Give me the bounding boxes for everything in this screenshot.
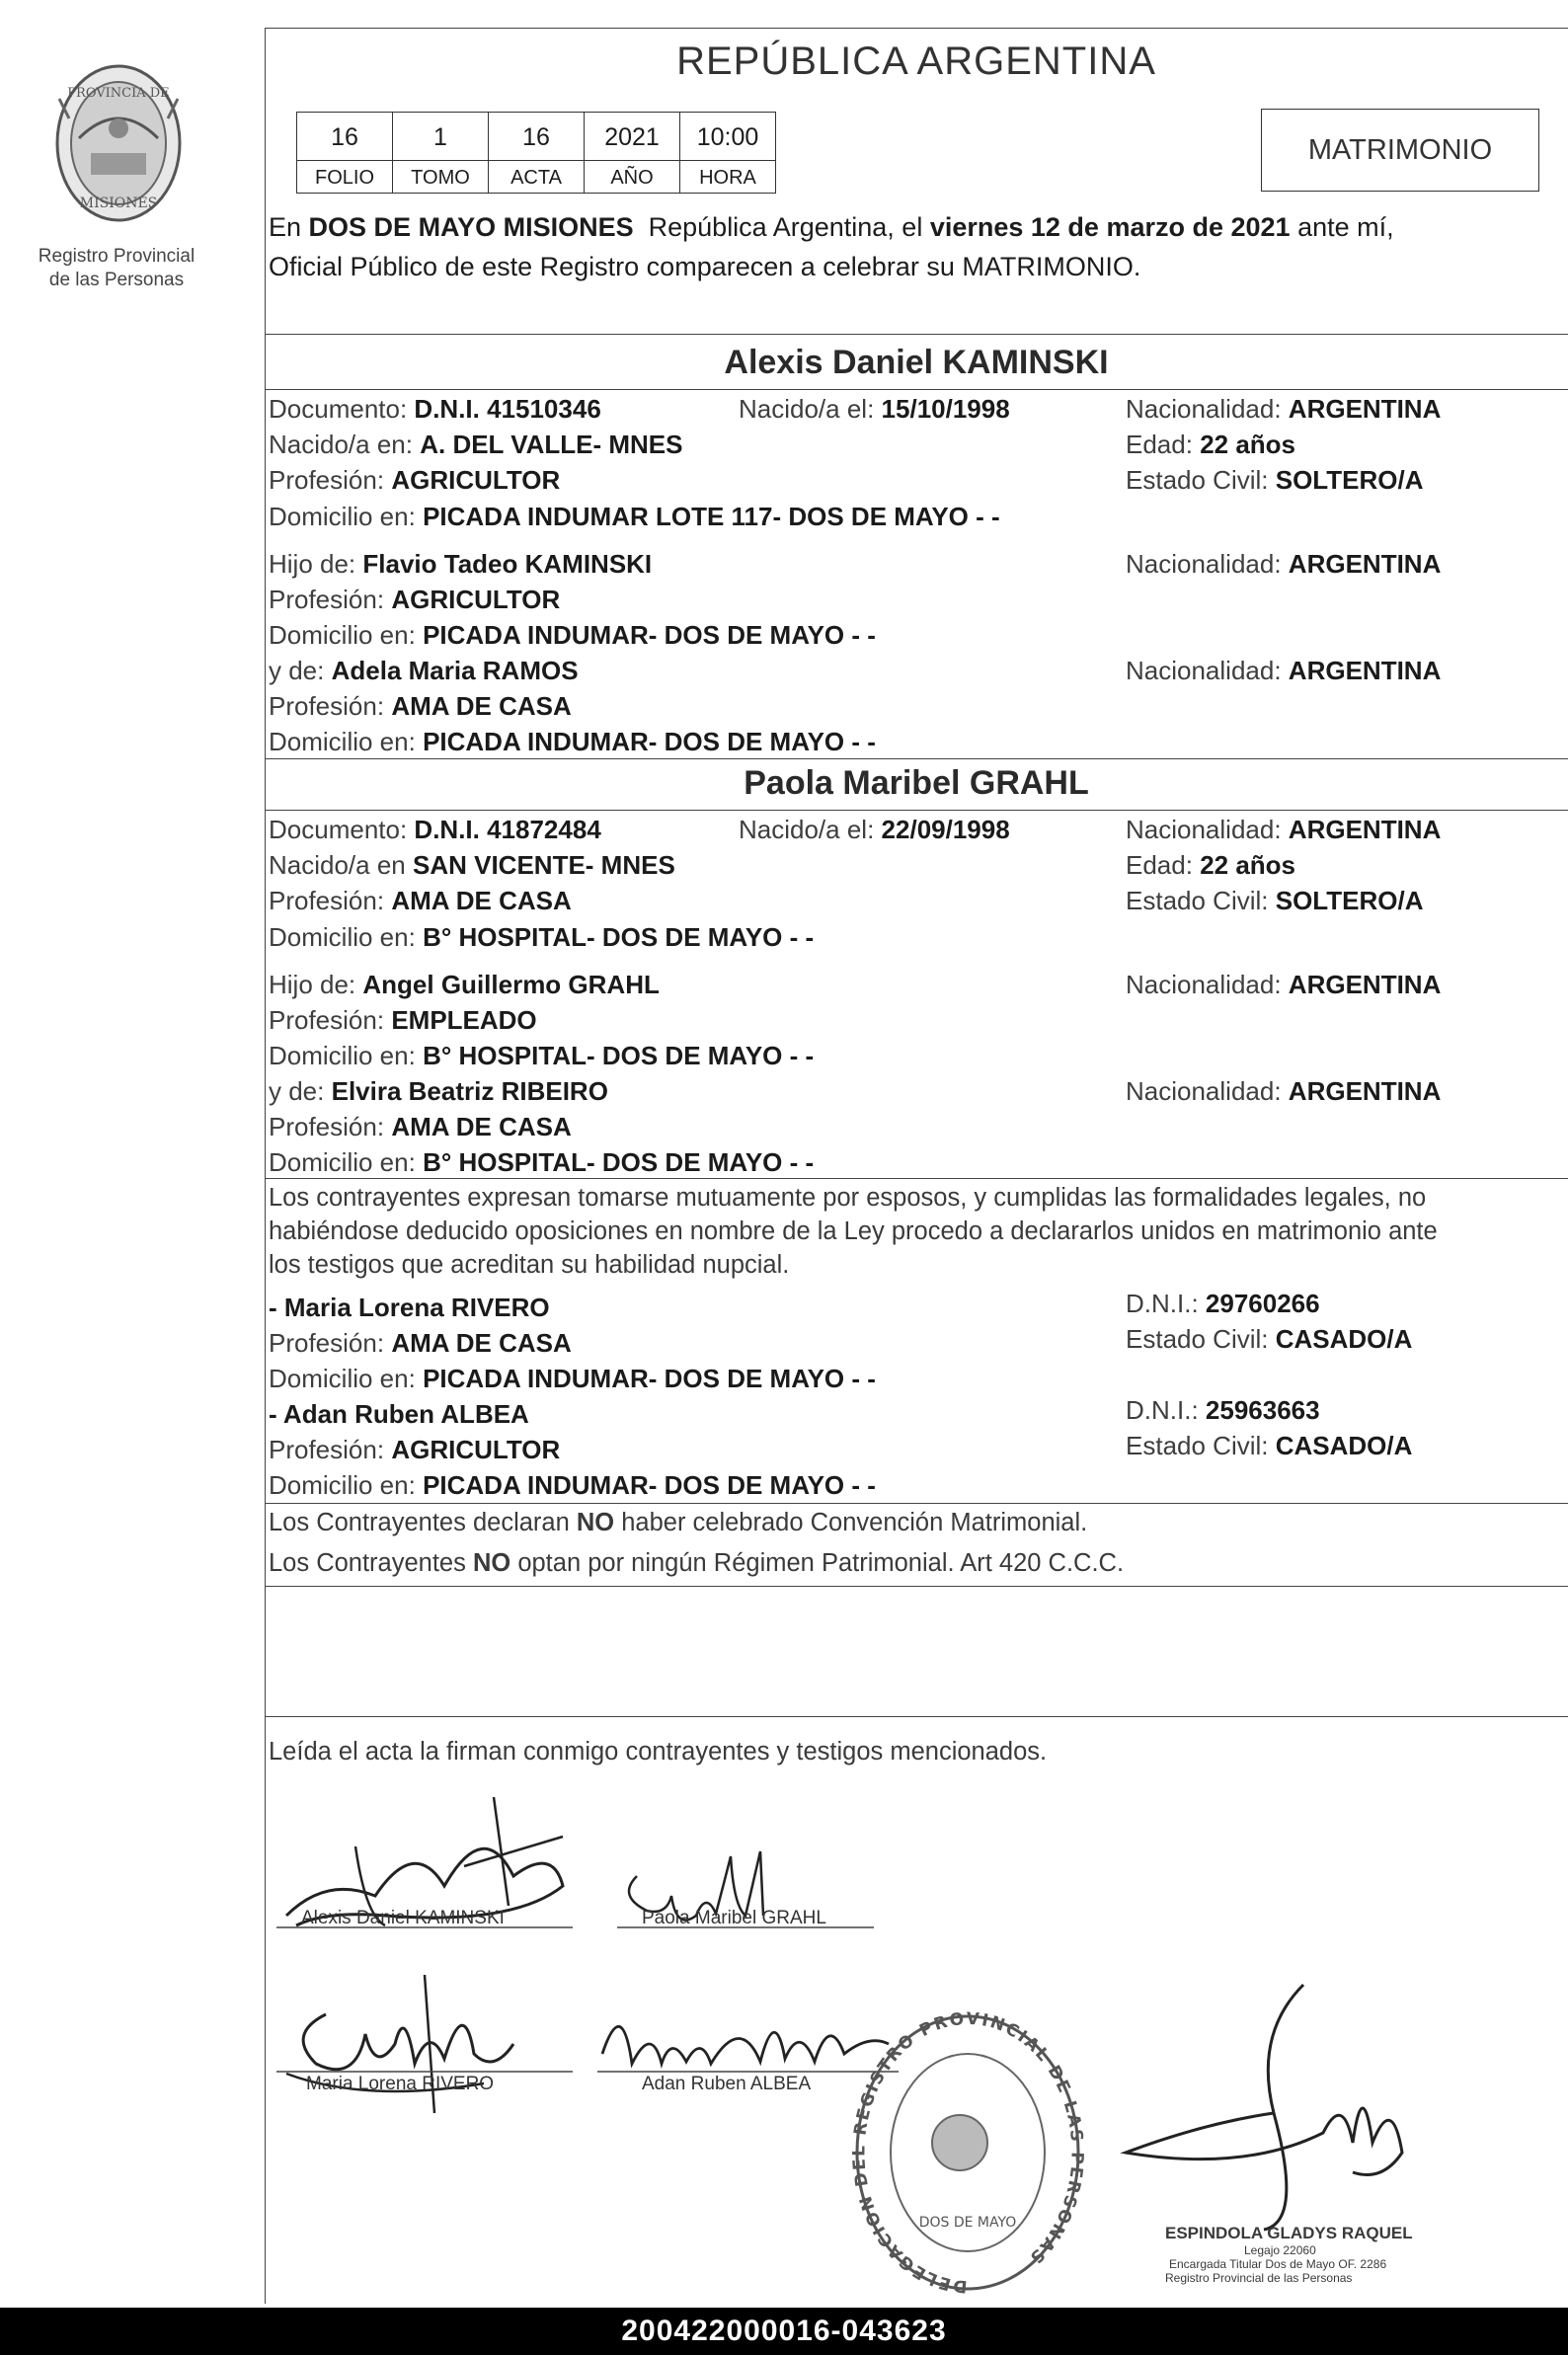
intro-line-2: Oficial Público de este Registro comparecen a celebrar su MATRIMONIO. (269, 252, 1141, 281)
intro-suffix: ante mí, (1297, 212, 1394, 242)
spouse1-father-prof: AGRICULTOR (391, 585, 561, 614)
divider-6 (265, 1503, 1568, 1504)
logo-caption (18, 245, 215, 292)
witness2-prof: AGRICULTOR (391, 1435, 561, 1464)
label: y de: (269, 1076, 325, 1106)
spouse1-name: Alexis Daniel KAMINSKI (724, 344, 1109, 381)
witness1-prof: AMA DE CASA (391, 1328, 572, 1358)
label: Nacionalidad: (1126, 1076, 1282, 1106)
divider-3 (265, 758, 1568, 759)
signature-witness1 (267, 1965, 592, 2123)
spouse1-nat: ARGENTINA (1288, 394, 1442, 424)
label: Profesión: (269, 1328, 385, 1358)
declaration-line-3: los testigos que acreditan su habilidad nupcial. (269, 1251, 790, 1279)
spouse2-name: Paola Maribel GRAHL (744, 764, 1089, 802)
label: Profesión: (269, 1005, 385, 1035)
officer-legajo: Legajo 22060 (1244, 2243, 1316, 2257)
label: Nacionalidad: (1126, 815, 1282, 844)
spouse2-father: Angel Guillermo GRAHL (362, 970, 660, 999)
grid-value-folio: 16 (296, 112, 393, 161)
spouse1-mother-nat: ARGENTINA (1288, 656, 1442, 685)
logo-ring-bottom: MISIONES (79, 196, 158, 211)
label: Domicilio en: (269, 1041, 416, 1070)
label: Domicilio en: (269, 1364, 416, 1393)
label: Domicilio en: (269, 1147, 416, 1177)
witness2-dni: 25963663 (1205, 1395, 1320, 1425)
signature-spouse2-name: Paola Maribel GRAHL (642, 1908, 826, 1928)
label: Edad: (1126, 850, 1193, 880)
label: Estado Civil: (1126, 886, 1269, 915)
label: Nacionalidad: (1126, 656, 1282, 685)
signature-officer (1106, 1975, 1461, 2232)
label: Nacido/a el: (739, 815, 875, 844)
grid-label-tomo: TOMO (392, 160, 489, 194)
logo-caption-line2: de las Personas (48, 270, 185, 290)
label: Profesión: (269, 886, 385, 915)
witness1-name: - Maria Lorena RIVERO (269, 1293, 550, 1322)
intro-middle: República Argentina, el (648, 212, 923, 242)
regime-line2-pre: Los Contrayentes (269, 1549, 466, 1577)
label: Hijo de: (269, 970, 356, 999)
label: Hijo de: (269, 549, 356, 579)
divider-5 (265, 1178, 1568, 1179)
grid-value-tomo: 1 (392, 112, 489, 161)
spouse2-mother-nat: ARGENTINA (1288, 1076, 1442, 1106)
spouse2-age: 22 años (1200, 850, 1296, 880)
spouse1-mother-dom: PICADA INDUMAR- DOS DE MAYO - - (423, 727, 876, 756)
logo-ring-top: PROVINCIA DE (67, 86, 170, 101)
spouse1-dom: PICADA INDUMAR LOTE 117- DOS DE MAYO - - (423, 502, 1000, 531)
province-logo (30, 59, 197, 257)
spouse2-mother-dom: B° HOSPITAL- DOS DE MAYO - - (423, 1147, 815, 1177)
witness2-civil: CASADO/A (1275, 1431, 1413, 1460)
spouse2-father-prof: EMPLEADO (391, 1005, 537, 1035)
spouse2-born: 22/09/1998 (881, 815, 1010, 844)
label: Documento: (269, 815, 408, 844)
label: D.N.I.: (1126, 1289, 1199, 1318)
spouse1-doc: D.N.I. 41510346 (414, 394, 601, 424)
grid-label-anio: AÑO (584, 160, 680, 194)
regime-line1-pre: Los Contrayentes declaran (269, 1509, 570, 1536)
spouse2-birthplace: SAN VICENTE- MNES (413, 850, 675, 880)
label: Domicilio en: (269, 1470, 416, 1500)
label: Profesión: (269, 1112, 385, 1141)
footer-code: 200422000016-043623 (621, 2315, 947, 2347)
witness1-dni: 29760266 (1205, 1289, 1320, 1318)
spouse2-dom: B° HOSPITAL- DOS DE MAYO - - (423, 922, 815, 952)
label: y de: (269, 656, 325, 685)
spouse1-father-nat: ARGENTINA (1288, 549, 1442, 579)
spouse2-mother: Elvira Beatriz RIBEIRO (331, 1076, 608, 1106)
signature-witness1-name: Maria Lorena RIVERO (306, 2074, 495, 2094)
label: Domicilio en: (269, 727, 416, 756)
intro-line-1 (269, 209, 1394, 245)
label: Nacido/a en: (269, 430, 413, 459)
officer-name: ESPINDOLA GLADYS RAQUEL (1165, 2224, 1413, 2242)
spouse2-prof: AMA DE CASA (391, 886, 572, 915)
top-border (265, 28, 1568, 29)
spouse1-mother-prof: AMA DE CASA (391, 691, 572, 721)
label: Nacionalidad: (1126, 394, 1282, 424)
grid-label-acta: ACTA (488, 160, 585, 194)
spouse2-father-nat: ARGENTINA (1288, 970, 1442, 999)
spouse1-mother: Adela Maria RAMOS (331, 656, 579, 685)
closing-text: Leída el acta la firman conmigo contrayentes y testigos mencionados. (269, 1738, 1048, 1766)
witness2-name: - Adan Ruben ALBEA (269, 1399, 529, 1429)
intro-date: viernes 12 de marzo de 2021 (929, 212, 1291, 242)
label: Edad: (1126, 430, 1193, 459)
label: Nacionalidad: (1126, 549, 1282, 579)
officer-role: Encargada Titular Dos de Mayo OF. 2286 (1169, 2257, 1387, 2271)
regime-line2-post: optan por ningún Régimen Patrimonial. Art 420 C.C.C. (517, 1549, 1125, 1577)
officer-block (1165, 2224, 1413, 2285)
signature-witness2-name: Adan Ruben ALBEA (642, 2074, 812, 2094)
act-type-box: MATRIMONIO (1261, 109, 1539, 192)
label: Nacido/a en (269, 850, 406, 880)
spouse1-born: 15/10/1998 (881, 394, 1010, 424)
grid-value-acta: 16 (488, 112, 585, 161)
label: Profesión: (269, 465, 385, 495)
grid-label-folio: FOLIO (296, 160, 393, 194)
regime-line-2 (269, 1545, 1124, 1581)
signature-spouse1-name: Alexis Daniel KAMINSKI (301, 1908, 505, 1928)
spouse2-doc: D.N.I. 41872484 (414, 815, 601, 844)
spouse1-father-dom: PICADA INDUMAR- DOS DE MAYO - - (423, 620, 876, 650)
label: Domicilio en: (269, 620, 416, 650)
witness1-civil: CASADO/A (1275, 1324, 1413, 1354)
logo-caption-line1: Registro Provincial (38, 246, 196, 267)
stamp-ring-text: DELEGACION DEL REGISTRO PROVINCIAL DE LAS PERSONAS (849, 2008, 1086, 2297)
grid-label-hora: HORA (679, 160, 776, 194)
regime-line1-bold: NO (576, 1509, 615, 1536)
witness1-dom: PICADA INDUMAR- DOS DE MAYO - - (423, 1364, 876, 1393)
spouse1-birthplace: A. DEL VALLE- MNES (420, 430, 683, 459)
footer-bar (0, 2308, 1568, 2355)
label: Documento: (269, 394, 408, 424)
spouse2-civil: SOLTERO/A (1275, 886, 1424, 915)
spouse1-civil: SOLTERO/A (1275, 465, 1424, 495)
spouse2-nat: ARGENTINA (1288, 815, 1442, 844)
spouse1-father: Flavio Tadeo KAMINSKI (362, 549, 653, 579)
label: Profesión: (269, 1435, 385, 1464)
label: Profesión: (269, 691, 385, 721)
stamp-inner-text: DOS DE MAYO (918, 2215, 1017, 2231)
regime-line2-bold: NO (472, 1549, 511, 1577)
divider-2 (265, 389, 1568, 390)
grid-value-hora: 10:00 (679, 112, 776, 161)
declaration-line-2: habiéndose deducido oposiciones en nombre de la Ley procedo a declararlos unidos en matrimonio ante (269, 1217, 1438, 1245)
declaration-line-1: Los contrayentes expresan tomarse mutuamente por esposos, y cumplidas las formalidades legales, no (269, 1184, 1427, 1212)
officer-office: Registro Provincial de las Personas (1165, 2271, 1353, 2285)
grid-value-anio: 2021 (584, 112, 680, 161)
label: Estado Civil: (1126, 1324, 1269, 1354)
divider-7 (265, 1586, 1568, 1587)
divider-8 (265, 1716, 1568, 1717)
label: Domicilio en: (269, 502, 416, 531)
intro-prefix: En (269, 212, 302, 242)
spouse2-mother-prof: AMA DE CASA (391, 1112, 572, 1141)
intro-place: DOS DE MAYO MISIONES (308, 212, 634, 242)
regime-line-1 (269, 1505, 1087, 1540)
spouse2-father-dom: B° HOSPITAL- DOS DE MAYO - - (423, 1041, 815, 1070)
label: Estado Civil: (1126, 465, 1269, 495)
spouse1-age: 22 años (1200, 430, 1296, 459)
label: D.N.I.: (1126, 1395, 1199, 1425)
official-stamp (849, 2004, 1086, 2301)
label: Nacionalidad: (1126, 970, 1282, 999)
divider-4 (265, 810, 1568, 811)
label: Profesión: (269, 585, 385, 614)
witness2-dom: PICADA INDUMAR- DOS DE MAYO - - (423, 1470, 876, 1500)
regime-line1-post: haber celebrado Convención Matrimonial. (621, 1509, 1088, 1536)
label: Nacido/a el: (739, 394, 875, 424)
spouse1-prof: AGRICULTOR (391, 465, 561, 495)
page-title: REPÚBLICA ARGENTINA (676, 39, 1156, 83)
divider-1 (265, 334, 1568, 335)
label: Domicilio en: (269, 922, 416, 952)
label: Estado Civil: (1126, 1431, 1269, 1460)
